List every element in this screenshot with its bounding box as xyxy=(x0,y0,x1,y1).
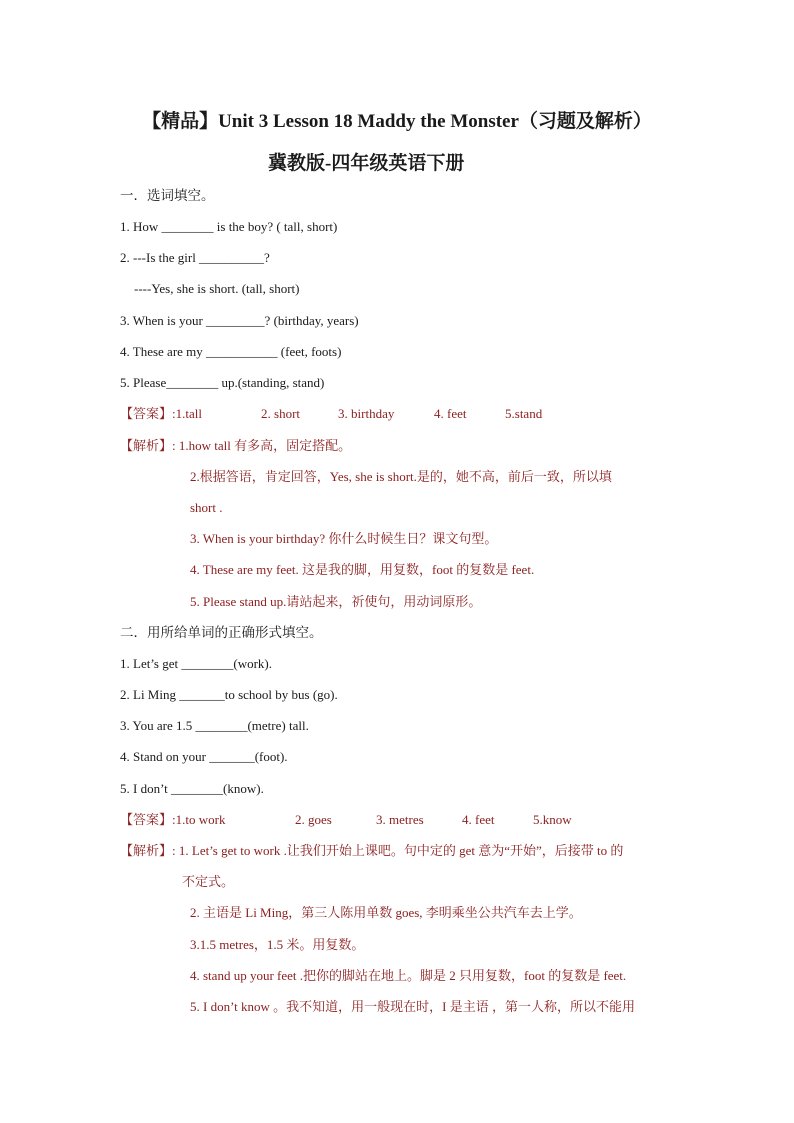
s1-analysis-2-cont: short . xyxy=(190,500,223,515)
s2-analysis-tag: 【解析】 xyxy=(120,843,173,858)
s2-question-5: 5. I don’t ________(know). xyxy=(120,781,264,796)
s1-question-1: 1. How ________ is the boy? ( tall, short) xyxy=(120,219,338,234)
s1-analysis-line-1 xyxy=(120,437,351,455)
s2-analysis-line-1 xyxy=(120,842,623,860)
s1-answer-4: 4. feet xyxy=(434,406,467,421)
section2-heading: 二．用所给单词的正确形式填空。 xyxy=(120,625,323,640)
s2-question-1: 1. Let’s get ________(work). xyxy=(120,656,273,671)
s2-question-2: 2. Li Ming _______to school by bus (go). xyxy=(120,687,338,702)
s1-analysis-5: 5. Please stand up.请站起来，祈使句，用动词原形。 xyxy=(190,594,482,609)
s1-question-4: 4. These are my ___________ (feet, foots) xyxy=(120,344,342,359)
s1-analysis-4: 4. These are my feet. 这是我的脚，用复数，foot 的复数是 feet. xyxy=(190,562,535,577)
s1-answer-2: 2. short xyxy=(261,406,301,421)
s1-answer-1: :1.tall xyxy=(172,406,202,421)
s2-answer-2: 2. goes xyxy=(295,812,332,827)
section1-heading: 一．选词填空。 xyxy=(120,188,215,203)
s1-answer-5: 5.stand xyxy=(505,406,543,421)
s1-analysis-3: 3. When is your birthday? 你什么时候生日？课文句型。 xyxy=(190,531,498,546)
s2-question-4: 4. Stand on your _______(foot). xyxy=(120,749,288,764)
s2-analysis-4: 4. stand up your feet .把你的脚站在地上。脚是 2 只用复数，foot 的复数是 feet. xyxy=(190,968,627,983)
s1-analysis-tag: 【解析】 xyxy=(120,438,173,453)
s2-analysis-3: 3.1.5 metres，1.5 米。用复数。 xyxy=(190,937,365,952)
s1-answer-line xyxy=(120,405,542,423)
s1-question-5: 5. Please________ up.(standing, stand) xyxy=(120,375,325,390)
s2-answer-line xyxy=(120,811,572,829)
s2-answer-tag: 【答案】 xyxy=(120,812,173,827)
s1-question-3: 3. When is your _________? (birthday, years) xyxy=(120,313,359,328)
s1-question-2-response: ----Yes, she is short. (tall, short) xyxy=(134,281,300,296)
s2-analysis-1-cont: 不定式。 xyxy=(182,874,235,889)
s1-answer-tag: 【答案】 xyxy=(120,406,173,421)
s1-answer-3: 3. birthday xyxy=(338,406,395,421)
s1-question-2: 2. ---Is the girl __________? xyxy=(120,250,270,265)
document-title: 【精品】Unit 3 Lesson 18 Maddy the Monster（习题及解析） xyxy=(142,111,652,132)
s2-answer-1: :1.to work xyxy=(172,812,226,827)
s2-analysis-5: 5. I don’t know 。我不知道，用一般现在时，I 是主语 ，第一人称，所以不能用 xyxy=(190,999,636,1014)
s1-analysis-1: : 1.how tall 有多高，固定搭配。 xyxy=(172,438,352,453)
s2-answer-4: 4. feet xyxy=(462,812,495,827)
s1-analysis-2: 2.根据答语，肯定回答，Yes, she is short.是的，她不高，前后一致，所以填 xyxy=(190,469,612,484)
s2-answer-3: 3. metres xyxy=(376,812,424,827)
document-subtitle: 冀教版-四年级英语下册 xyxy=(268,153,465,174)
s2-answer-5: 5.know xyxy=(533,812,572,827)
s2-analysis-2: 2. 主语是 Li Ming，第三人陈用单数 goes, 李明乘坐公共汽车去上学。 xyxy=(190,905,582,920)
s2-question-3: 3. You are 1.5 ________(metre) tall. xyxy=(120,718,309,733)
s2-analysis-1: : 1. Let’s get to work .让我们开始上课吧。句中定的 get 意为“开始”，后接带 to 的 xyxy=(172,843,624,858)
